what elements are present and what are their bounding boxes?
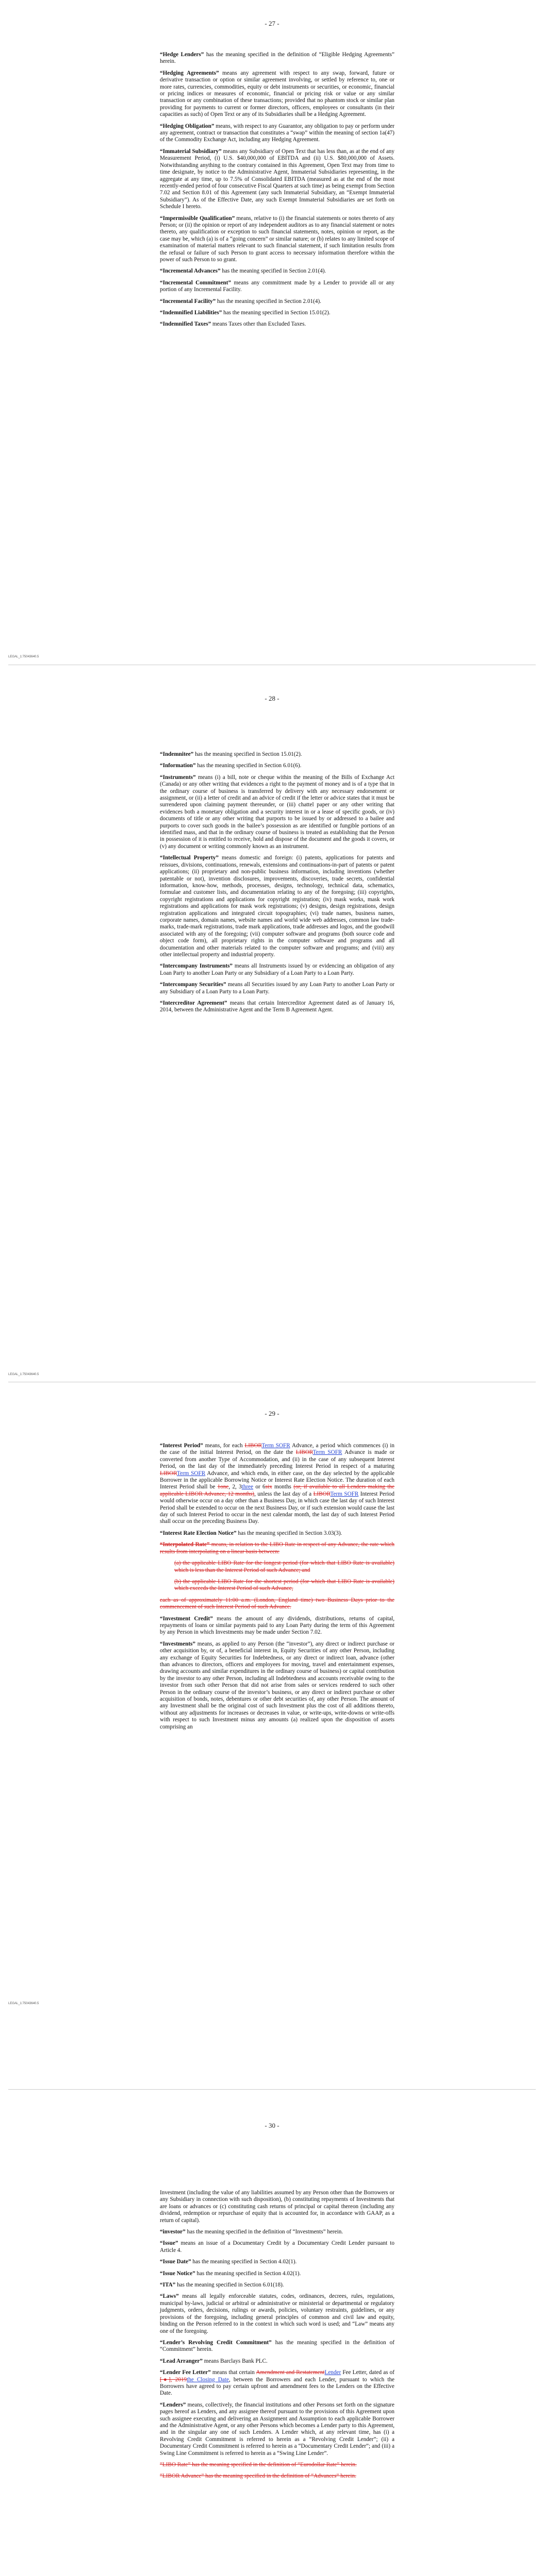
definition: “Incremental Commitment” means any commitment made by a Lender to provide all or any portion of any Incremental Facility.: [160, 279, 394, 293]
definition: “Hedge Lenders” has the meaning specified in the definition of “Eligible Hedging Agreements” herein.: [160, 52, 394, 65]
deleted-clause-a: (a) the applicable LIBO Rate for the longest period (for which that LIBO Rate is available) which is less than the Interest Period of such Advance; and: [174, 1560, 394, 1573]
definition-interest-period: “Interest Period” means, for each LIBORTerm SOFR Advance, a period which commences (i) in the case of the initial Interest Period, on the date the LIBORTerm SOFR Advance is made or converted from another Type of Accommodation, and (ii) in the case of any subsequent Interest Period, on the last day of the immediately preceding Interest Period in respect of a maturing LIBORTerm SOFR Advance, and which ends, in either case, on the day selected by the applicable Borrower in the applicable Borrowing Notice or Interest Rate Election Notice. The duration of each Interest Period shall be 1one, 2, 3three or 6six months (or, if available to all Lenders making the applicable LIBOR Advance, 12 months), unless the last day of a LIBORTerm SOFR Interest Period would otherwise occur on a day other than a Business Day, in which case the last day of such Interest Period shall be extended to occur on the next Business Day, or if such extension would cause the last day of such Interest Period to occur in the next calendar month, the last day of such Interest Period shall occur on the preceding Business Day.: [160, 1443, 394, 1525]
definition: “Incremental Advances” has the meaning specified in Section 2.01(4).: [160, 268, 326, 275]
page-number: - 28 -: [265, 694, 279, 702]
definition: “Issue” means an issue of a Documentary Credit by a Documentary Credit Lender pursuant to Article 4.: [160, 2240, 394, 2253]
definition: “Lead Arranger” means Barclays Bank PLC.: [160, 2358, 268, 2364]
definition: “Issue Date” has the meaning specified in Section 4.02(1).: [160, 2259, 297, 2265]
definition: “Information” has the meaning specified in Section 6.01(6).: [160, 762, 302, 769]
page-content: [160, 1443, 394, 1735]
page-number: - 29 -: [265, 1410, 279, 1417]
definition: “Instruments” means (i) a bill, note or cheque within the meaning of the Bills of Exchange Act (Canada) or any other writing that evidences a right to the payment of money and is of a type that in the ordinary course of business is transferred by delivery with any necessary endorsement or assignment, or (ii) a letter of credit and an advice of credit if the letter or advice states that it must be surrendered upon claiming payment thereunder, or (iii) chattel paper or any other writing that evidences both a monetary obligation and a security interest in or a lease of specific goods, or (iv) documents of title or any other writing that purports to be issued by or addressed to a bailee and purports to cover such goods in the bailee’s possession as are identified or fungible portions of an identified mass, and that in the ordinary course of business is treated as establishing that the Person in possession of it is entitled to receive, hold and dispose of the document and the goods it covers, or (v) any document or writing commonly known as an instrument.: [160, 774, 394, 850]
definition: “Indemnitee” has the meaning specified in Section 15.01(2).: [160, 751, 302, 757]
definition: “Hedging Obligation” means, with respect to any Guarantor, any obligation to pay or perform under any agreement, contract or transaction that constitutes a “swap” within the meaning of section 1a(47) of the Commodity Exchange Act, including any Hedging Agreement.: [160, 123, 395, 143]
definition: “ITA” has the meaning specified in Section 6.01(18).: [160, 2282, 284, 2289]
definition: “Incremental Facility” has the meaning specified in Section 2.01(4).: [160, 298, 321, 304]
definition: “Indemnified Taxes” means Taxes other than Excluded Taxes.: [160, 321, 306, 328]
deleted-definition-interpolated-rate: “Interpolated Rate” means, in relation to the LIBO Rate in respect of any Advance, the rate which results from interpolating on a linear basis between:: [160, 1541, 394, 1555]
definition-lenders: “Lenders” means, collectively, the financial institutions and other Persons set forth on the signature pages hereof as Lenders, and any assignee thereof pursuant to the provisions of this Agreement upon such assignee executing and delivering an Assignment and Assumption to each applicable Borrower and the Administrative Agent, or any other Persons which becomes a Lender party to this Agreement, and in the singular any one of such Lenders. A Lender which, at any relevant time, has (i) a Revolving Credit Commitment is referred to herein as a “Revolving Credit Lender”; (ii) a Documentary Credit Commitment is referred to herein as a “Documentary Credit Lender”; and (iii) a Swing Line Commitment is referred to herein as a “Swing Line Lender”.: [160, 2401, 394, 2456]
page-content: [160, 751, 394, 1019]
definition: “Investments” means, as applied to any Person (the “investor”), any direct or indirect purchase or other acquisition by, or of, a beneficial interest in, Equity Securities of any other Person, including any exchange of Equity Securities for Indebtedness, or any direct or indirect loan, advance (other than advances to directors, officers and employees for moving, travel and entertainment expenses, drawing accounts and similar expenditures in the ordinary course of business) or capital contribution by the investor to any other Person, including all Indebtedness and accounts receivable owing to the investor from such other Person that did not arise from sales or services rendered to such other Person in the ordinary course of the investor’s business, or any direct or indirect purchase or other acquisition of bonds, notes, debentures or other debt securities of, any other Person. The amount of any Investment shall be the original cost of such Investment plus the cost of all additions thereto, without any adjustments for increases or decreases in value, or write-ups, write-downs or write-offs with respect to such Investment minus any amounts (a) realized upon the disposition of assets comprising an: [160, 1640, 394, 1730]
page-separator: [8, 2089, 536, 2090]
deleted-definition: “LIBO Rate” has the meaning specified in the definition of “Eurodollar Rate” herein.: [160, 2462, 357, 2468]
footer-id: LEGAL_1:75043640.5: [8, 1373, 39, 1376]
definition: “Issue Notice” has the meaning specified in Section 4.02(1).: [160, 2270, 301, 2277]
definition: “Intercompany Securities” means all Securities issued by any Loan Party to another Loan Party or any Subsidiary of a Loan Party to a Loan Party.: [160, 981, 394, 995]
page-number: - 30 -: [265, 2122, 279, 2129]
continued-paragraph: Investment (including the value of any liabilities assumed by any Person other than the Borrowers or any Subsidiary in connection with such disposition), (b) constituting repayments of Investments that are loans or advances or (c) constituting cash returns of principal or capital thereon (including any dividend, redemption or repurchase of equity that is accounted for, in accordance with GAAP, as a return of capital).: [160, 2190, 394, 2224]
definition: “Interest Rate Election Notice” has the meaning specified in Section 3.03(3).: [160, 1530, 342, 1536]
definition: “Intellectual Property” means domestic and foreign: (i) patents, applications for patents and reissues, divisions, continuations, renewals, extensions and continuations-in-part of patents or patent applications; (ii) proprietary and non-public business information, including inventions (whether patentable or not), invention disclosures, improvements, discoveries, trade secrets, confidential information, know-how, methods, processes, designs, technology, technical data, schematics, formulae and customer lists, and documentation relating to any of the foregoing; (iii) copyrights, copyright registrations and applications for copyright registration; (iv) mask works, mask work registrations and applications for mask work registrations; (v) designs, design registrations, design registration applications and integrated circuit topographies; (vi) trade names, business names, corporate names, domain names, website names and world wide web addresses, common law trade-marks, trade-mark registrations, trade mark applications, trade addresses and logos, and the goodwill associated with any of the foregoing; (vii) computer software and programs (both source code and object code form), all proprietary rights in the computer software and programs and all documentation and other materials related to the computer software and programs; and (viii) any other intellectual property and industrial property.: [160, 855, 394, 958]
definition: “Laws” means all legally enforceable statutes, codes, ordinances, decrees, rules, regulations, municipal by-laws, judicial or arbitral or administrative or ministerial or departmental or regulatory judgments, orders, decisions, rulings or awards, policies, voluntary restraints, guidelines, or any provisions of the foregoing, including general principles of common and civil law and equity, binding on the Person referred to in the context in which such word is used; and “Law” means any one of the foregoing.: [160, 2293, 394, 2334]
page-number: - 27 -: [265, 20, 279, 27]
deleted-clause-tail: each as of approximately 11:00 a.m. (London, England time) two Business Days prior to the commencement of such Interest Period of such Advance.: [160, 1597, 394, 1611]
deleted-clause-b: (b) the applicable LIBO Rate for the shortest period (for which that LIBO Rate is available) which exceeds the Interest Period of such Advance,: [174, 1578, 394, 1592]
definition: “Immaterial Subsidiary” means any Subsidiary of Open Text that has less than, as at the end of any Measurement Period, (i) U.S. $40,000,000 of EBITDA and (ii) U.S. $80,000,000 of Assets. Notwithstanding anything to the contrary contained in this Agreement, Open Text may from time to time designate, by notice to the Administrative Agent, Immaterial Subsidiaries representing, in the aggregate at any time, up to 7.5% of Consolidated EBITDA (measured as at the end of the most recently-ended period of four consecutive Fiscal Quarters at such time) as being exempt from Section 7.02 and Section 8.01 of this Agreement (any such Immaterial Subsidiary, an “Exempt Immaterial Subsidiary”). As of the Effective Date, any such Exempt Immaterial Subsidiaries are set forth on Schedule I hereto.: [160, 148, 394, 210]
definition: “Intercreditor Agreement” means that certain Intercreditor Agreement dated as of January 16, 2014, between the Administrative Agent and the Term B Agreement Agent.: [160, 1000, 394, 1013]
definition: “Intercompany Instruments” means all Instruments issued by or evidencing an obligation of any Loan Party to another Loan Party or any Subsidiary of a Loan Party to a Loan Party.: [160, 963, 394, 976]
page-content: [160, 52, 394, 333]
footer-id: LEGAL_1:75043640.5: [8, 655, 39, 658]
deleted-definition: “LIBOR Advance” has the meaning specified in the definition of “Advances” herein.: [160, 2473, 356, 2480]
page-content: [160, 2190, 394, 2485]
definition: “Investment Credit” means the amount of any dividends, distributions, returns of capital, repayments of loans or similar payments paid to any Loan Party during the term of this Agreement by any Person in which Investments may be made under Section 7.02.: [160, 1615, 394, 1636]
definition: “Impermissible Qualification” means, relative to (i) the financial statements or notes thereto of any Person; or (ii) the opinion or report of any independent auditors as to any financial statement or notes thereto, any qualification or exception to such financial statements, notes, opinion or report, as the case may be, which (a) is of a “going concern” or similar nature; or (b) relates to any limited scope of examination of material matters relevant to such financial statement, if such limitation results from the refusal or failure of such Person to grant access to necessary information therefore within the power of such Person to so grant.: [160, 215, 394, 263]
definition: “Lender’s Revolving Credit Commitment” has the meaning specified in the definition of “Commitment” herein.: [160, 2339, 394, 2353]
definition: “Indemnified Liabilities” has the meaning specified in Section 15.01(2).: [160, 310, 331, 316]
definition: “investor” has the meaning specified in the definition of “Investments” herein.: [160, 2229, 343, 2235]
definition-lender-fee-letter: “Lender Fee Letter” means that certain Amendment and RestatementLender Fee Letter, dated as of [●], 2019the Closing Date, between the Borrowers and each Lender, pursuant to which the Borrowers have agreed to pay certain upfront and amendment fees to the Lenders on the Effective Date.: [160, 2369, 395, 2397]
footer-id: LEGAL_1:75043640.5: [8, 2002, 39, 2005]
definition: “Hedging Agreements” means any agreement with respect to any swap, forward, future or derivative transaction or option or similar agreement involving, or settled by reference to, one or more rates, currencies, commodities, equity or debt instruments or securities, or economic, financial or pricing indices or measures of economic, financial or pricing risk or value or any similar transaction or any combination of these transactions; provided that no phantom stock or similar plan providing for payments to current or former directors, officers, employees or consultants (in their capacities as such) of Open Text or any of its Subsidiaries shall be a Hedging Agreement.: [160, 70, 394, 118]
